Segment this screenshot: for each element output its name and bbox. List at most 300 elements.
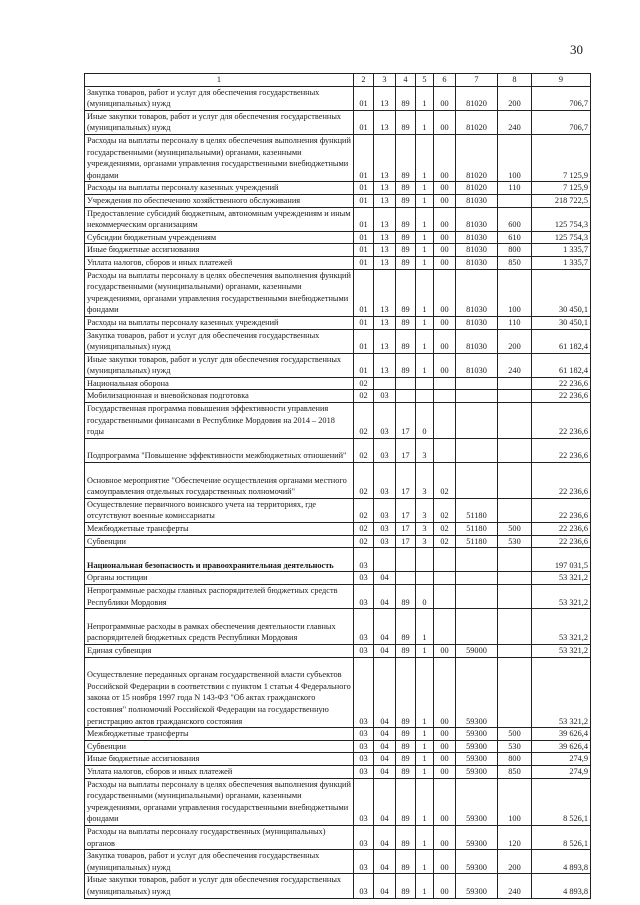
- expense-type-cell: [498, 194, 532, 207]
- target-article-cell: [456, 548, 498, 572]
- target-article-cell: [456, 377, 498, 390]
- subprogram-code-cell: 1: [416, 182, 434, 195]
- table-row: [85, 585, 591, 609]
- expense-type-cell: 530: [498, 535, 532, 548]
- expense-type-cell: [498, 585, 532, 609]
- section-code-cell: 02: [354, 463, 374, 499]
- column-header: 3: [374, 74, 396, 87]
- amount-cell: 53 321,2: [532, 585, 591, 609]
- activity-code-cell: 00: [434, 182, 456, 195]
- activity-code-cell: [434, 403, 456, 439]
- section-code-cell: 03: [354, 548, 374, 572]
- program-code-cell: 17: [396, 438, 416, 462]
- amount-cell: 8 526,1: [532, 825, 591, 849]
- column-header: 7: [456, 74, 498, 87]
- target-article-cell: 81030: [456, 353, 498, 377]
- subsection-code-cell: 13: [374, 182, 396, 195]
- expense-type-cell: 800: [498, 753, 532, 766]
- expense-type-cell: [498, 548, 532, 572]
- budget-table: [84, 73, 591, 899]
- amount-cell: 7 125,9: [532, 182, 591, 195]
- target-article-cell: [456, 585, 498, 609]
- subprogram-code-cell: 1: [416, 728, 434, 741]
- row-name-cell: Непрограммные расходы в рамках обеспечения деятельности главных распорядителей бюджетных средств Республики Мордовия: [85, 609, 354, 645]
- target-article-cell: 81030: [456, 316, 498, 329]
- table-row: [85, 644, 591, 657]
- subsection-code-cell: 03: [374, 498, 396, 522]
- section-code-cell: 03: [354, 728, 374, 741]
- expense-type-cell: 120: [498, 825, 532, 849]
- table-row: [85, 765, 591, 778]
- amount-cell: 4 893,8: [532, 874, 591, 898]
- target-article-cell: 59300: [456, 657, 498, 728]
- target-article-cell: 59300: [456, 765, 498, 778]
- expense-type-cell: 850: [498, 256, 532, 269]
- target-article-cell: 81020: [456, 182, 498, 195]
- program-code-cell: 89: [396, 244, 416, 257]
- subsection-code-cell: 03: [374, 390, 396, 403]
- row-name-cell: Межбюджетные трансферты: [85, 728, 354, 741]
- subprogram-code-cell: 1: [416, 86, 434, 110]
- activity-code-cell: 00: [434, 244, 456, 257]
- amount-cell: 22 236,6: [532, 438, 591, 462]
- program-code-cell: 89: [396, 269, 416, 316]
- subprogram-code-cell: 1: [416, 207, 434, 231]
- subprogram-code-cell: 1: [416, 609, 434, 645]
- section-code-cell: 01: [354, 182, 374, 195]
- subsection-code-cell: 13: [374, 207, 396, 231]
- amount-cell: 22 236,6: [532, 498, 591, 522]
- subprogram-code-cell: 3: [416, 498, 434, 522]
- amount-cell: 4 893,8: [532, 850, 591, 874]
- column-header: 4: [396, 74, 416, 87]
- amount-cell: 125 754,3: [532, 207, 591, 231]
- expense-type-cell: 240: [498, 110, 532, 134]
- header-row: [85, 74, 591, 87]
- target-article-cell: 81030: [456, 194, 498, 207]
- target-article-cell: 59300: [456, 874, 498, 898]
- section-code-cell: 01: [354, 256, 374, 269]
- subprogram-code-cell: 1: [416, 753, 434, 766]
- row-name-cell: Иные закупки товаров, работ и услуг для обеспечения государственных (муниципальных) нужд: [85, 874, 354, 898]
- subprogram-code-cell: 1: [416, 134, 434, 181]
- activity-code-cell: 00: [434, 353, 456, 377]
- section-code-cell: 03: [354, 609, 374, 645]
- table-row: [85, 548, 591, 572]
- amount-cell: 22 236,6: [532, 403, 591, 439]
- program-code-cell: 89: [396, 256, 416, 269]
- amount-cell: 706,7: [532, 86, 591, 110]
- activity-code-cell: 00: [434, 194, 456, 207]
- amount-cell: 22 236,6: [532, 377, 591, 390]
- section-code-cell: 03: [354, 825, 374, 849]
- table-row: [85, 403, 591, 439]
- amount-cell: 1 335,7: [532, 244, 591, 257]
- table-row: [85, 463, 591, 499]
- expense-type-cell: 110: [498, 182, 532, 195]
- subprogram-code-cell: 1: [416, 269, 434, 316]
- amount-cell: 39 626,4: [532, 728, 591, 741]
- program-code-cell: 89: [396, 753, 416, 766]
- activity-code-cell: [434, 609, 456, 645]
- table-row: [85, 194, 591, 207]
- expense-type-cell: 240: [498, 353, 532, 377]
- activity-code-cell: [434, 548, 456, 572]
- section-code-cell: 01: [354, 269, 374, 316]
- program-code-cell: 89: [396, 86, 416, 110]
- table-row: [85, 316, 591, 329]
- target-article-cell: 59000: [456, 644, 498, 657]
- program-code-cell: 17: [396, 463, 416, 499]
- subsection-code-cell: 13: [374, 256, 396, 269]
- expense-type-cell: [498, 657, 532, 728]
- column-header: 6: [434, 74, 456, 87]
- table-row: [85, 572, 591, 585]
- section-code-cell: 03: [354, 778, 374, 825]
- activity-code-cell: 00: [434, 231, 456, 244]
- section-code-cell: 02: [354, 498, 374, 522]
- target-article-cell: 81020: [456, 86, 498, 110]
- target-article-cell: 81030: [456, 231, 498, 244]
- subsection-code-cell: 13: [374, 86, 396, 110]
- expense-type-cell: 600: [498, 207, 532, 231]
- activity-code-cell: [434, 390, 456, 403]
- subsection-code-cell: [374, 548, 396, 572]
- expense-type-cell: [498, 377, 532, 390]
- target-article-cell: 51180: [456, 523, 498, 536]
- section-code-cell: 02: [354, 523, 374, 536]
- program-code-cell: 89: [396, 644, 416, 657]
- table-row: [85, 778, 591, 825]
- program-code-cell: 17: [396, 523, 416, 536]
- amount-cell: 30 450,1: [532, 269, 591, 316]
- amount-cell: 30 450,1: [532, 316, 591, 329]
- activity-code-cell: 02: [434, 523, 456, 536]
- section-code-cell: 02: [354, 535, 374, 548]
- activity-code-cell: 00: [434, 765, 456, 778]
- table-row: [85, 753, 591, 766]
- subprogram-code-cell: 1: [416, 256, 434, 269]
- subsection-code-cell: 13: [374, 353, 396, 377]
- target-article-cell: 51180: [456, 498, 498, 522]
- program-code-cell: 89: [396, 194, 416, 207]
- row-name-cell: Непрограммные расходы главных распорядителей бюджетных средств Республики Мордовия: [85, 585, 354, 609]
- activity-code-cell: 00: [434, 110, 456, 134]
- row-name-cell: Иные закупки товаров, работ и услуг для обеспечения государственных (муниципальных) нужд: [85, 110, 354, 134]
- table-row: [85, 244, 591, 257]
- target-article-cell: 81030: [456, 256, 498, 269]
- program-code-cell: 89: [396, 207, 416, 231]
- amount-cell: 53 321,2: [532, 644, 591, 657]
- subsection-code-cell: 13: [374, 134, 396, 181]
- table-row: [85, 850, 591, 874]
- activity-code-cell: 00: [434, 753, 456, 766]
- section-code-cell: 03: [354, 753, 374, 766]
- section-code-cell: 02: [354, 403, 374, 439]
- section-code-cell: 01: [354, 244, 374, 257]
- subprogram-code-cell: 0: [416, 403, 434, 439]
- activity-code-cell: [434, 377, 456, 390]
- subprogram-code-cell: 1: [416, 316, 434, 329]
- program-code-cell: 89: [396, 329, 416, 353]
- activity-code-cell: 00: [434, 644, 456, 657]
- row-name-cell: Учреждения по обеспечению хозяйственного обслуживания: [85, 194, 354, 207]
- table-row: [85, 182, 591, 195]
- expense-type-cell: 110: [498, 316, 532, 329]
- program-code-cell: 89: [396, 874, 416, 898]
- amount-cell: 218 722,5: [532, 194, 591, 207]
- expense-type-cell: 500: [498, 728, 532, 741]
- program-code-cell: [396, 548, 416, 572]
- row-name-cell: Мобилизационная и вневойсковая подготовка: [85, 390, 354, 403]
- activity-code-cell: 00: [434, 256, 456, 269]
- target-article-cell: 81030: [456, 329, 498, 353]
- program-code-cell: 89: [396, 182, 416, 195]
- row-name-cell: Основное мероприятие "Обеспечение осуществления органами местного самоуправления отдельных государственных полномочий": [85, 463, 354, 499]
- target-article-cell: [456, 572, 498, 585]
- amount-cell: 274,9: [532, 765, 591, 778]
- section-code-cell: 02: [354, 377, 374, 390]
- subsection-code-cell: [374, 377, 396, 390]
- row-name-cell: Иные бюджетные ассигнования: [85, 244, 354, 257]
- row-name-cell: Единая субвенция: [85, 644, 354, 657]
- activity-code-cell: 00: [434, 825, 456, 849]
- section-code-cell: 03: [354, 765, 374, 778]
- subprogram-code-cell: 3: [416, 463, 434, 499]
- expense-type-cell: [498, 572, 532, 585]
- expense-type-cell: [498, 463, 532, 499]
- table-row: [85, 86, 591, 110]
- activity-code-cell: 00: [434, 269, 456, 316]
- table-row: [85, 390, 591, 403]
- subsection-code-cell: 03: [374, 535, 396, 548]
- row-name-cell: Уплата налогов, сборов и иных платежей: [85, 765, 354, 778]
- row-name-cell: Уплата налогов, сборов и иных платежей: [85, 256, 354, 269]
- expense-type-cell: [498, 438, 532, 462]
- target-article-cell: 81030: [456, 269, 498, 316]
- subprogram-code-cell: 1: [416, 329, 434, 353]
- subsection-code-cell: 04: [374, 778, 396, 825]
- expense-type-cell: [498, 498, 532, 522]
- activity-code-cell: 00: [434, 207, 456, 231]
- target-article-cell: [456, 609, 498, 645]
- section-code-cell: 01: [354, 353, 374, 377]
- row-name-cell: Государственная программа повышения эффективности управления государственными финансами в Республике Мордовия на 2014 – 2018 годы: [85, 403, 354, 439]
- amount-cell: 53 321,2: [532, 609, 591, 645]
- amount-cell: 125 754,3: [532, 231, 591, 244]
- row-name-cell: Расходы на выплаты персоналу в целях обеспечения выполнения функций государственными (муниципальными) органами, казенными учреждениями, органами управления государственными внебюджетными фондами: [85, 778, 354, 825]
- program-code-cell: 89: [396, 740, 416, 753]
- row-name-cell: Закупка товаров, работ и услуг для обеспечения государственных (муниципальных) нужд: [85, 329, 354, 353]
- subsection-code-cell: 13: [374, 329, 396, 353]
- section-code-cell: 02: [354, 390, 374, 403]
- expense-type-cell: [498, 403, 532, 439]
- expense-type-cell: 200: [498, 86, 532, 110]
- activity-code-cell: 02: [434, 498, 456, 522]
- table-row: [85, 207, 591, 231]
- row-name-cell: Расходы на выплаты персоналу казенных учреждений: [85, 182, 354, 195]
- subsection-code-cell: 04: [374, 609, 396, 645]
- activity-code-cell: 02: [434, 463, 456, 499]
- subprogram-code-cell: 1: [416, 231, 434, 244]
- program-code-cell: 89: [396, 850, 416, 874]
- amount-cell: 22 236,6: [532, 535, 591, 548]
- activity-code-cell: 00: [434, 316, 456, 329]
- section-code-cell: 03: [354, 657, 374, 728]
- subprogram-code-cell: 1: [416, 194, 434, 207]
- subprogram-code-cell: 0: [416, 585, 434, 609]
- target-article-cell: [456, 463, 498, 499]
- row-name-cell: Расходы на выплаты персоналу в целях обеспечения выполнения функций государственными (муниципальными) органами, казенными учреждениями, органами управления государственными внебюджетными фондами: [85, 134, 354, 181]
- target-article-cell: 81020: [456, 110, 498, 134]
- program-code-cell: 89: [396, 585, 416, 609]
- expense-type-cell: 100: [498, 134, 532, 181]
- subsection-code-cell: 03: [374, 523, 396, 536]
- activity-code-cell: 00: [434, 728, 456, 741]
- section-code-cell: 03: [354, 850, 374, 874]
- section-code-cell: 03: [354, 572, 374, 585]
- amount-cell: 1 335,7: [532, 256, 591, 269]
- table-row: [85, 609, 591, 645]
- subsection-code-cell: 13: [374, 244, 396, 257]
- activity-code-cell: 00: [434, 850, 456, 874]
- row-name-cell: Субсидии бюджетным учреждениям: [85, 231, 354, 244]
- expense-type-cell: [498, 390, 532, 403]
- expense-type-cell: 200: [498, 850, 532, 874]
- target-article-cell: 59300: [456, 850, 498, 874]
- subsection-code-cell: 04: [374, 765, 396, 778]
- section-code-cell: 03: [354, 585, 374, 609]
- program-code-cell: 89: [396, 657, 416, 728]
- row-name-cell: Подпрограмма "Повышение эффективности межбюджетных отношений": [85, 438, 354, 462]
- table-row: [85, 377, 591, 390]
- activity-code-cell: 00: [434, 134, 456, 181]
- page-number: 30: [570, 42, 583, 57]
- subsection-code-cell: 04: [374, 657, 396, 728]
- program-code-cell: 89: [396, 609, 416, 645]
- row-name-cell: Осуществление переданных органам государственной власти субъектов Российской Федерации в соответствии с пунктом 1 статьи 4 Федерального закона от 15 ноября 1997 года N 143-ФЗ "Об актах гражданского состояния" полномочий Российской Федерации на государственную регистрацию актов гражданского состояния: [85, 657, 354, 728]
- program-code-cell: 89: [396, 231, 416, 244]
- expense-type-cell: 100: [498, 778, 532, 825]
- row-name-cell: Закупка товаров, работ и услуг для обеспечения государственных (муниципальных) нужд: [85, 86, 354, 110]
- section-code-cell: 01: [354, 110, 374, 134]
- amount-cell: 61 182,4: [532, 329, 591, 353]
- target-article-cell: 81020: [456, 134, 498, 181]
- section-code-cell: 03: [354, 740, 374, 753]
- subsection-code-cell: 04: [374, 825, 396, 849]
- section-code-cell: 03: [354, 874, 374, 898]
- program-code-cell: 89: [396, 728, 416, 741]
- table-row: [85, 353, 591, 377]
- column-header: 9: [532, 74, 591, 87]
- row-name-cell: Расходы на выплаты персоналу казенных учреждений: [85, 316, 354, 329]
- program-code-cell: [396, 377, 416, 390]
- row-name-cell: Национальная безопасность и правоохранительная деятельность: [85, 548, 354, 572]
- row-name-cell: Расходы на выплаты персоналу в целях обеспечения выполнения функций государственными (муниципальными) органами, казенными учреждениями, органами управления государственными внебюджетными фондами: [85, 269, 354, 316]
- program-code-cell: 89: [396, 825, 416, 849]
- section-code-cell: 02: [354, 438, 374, 462]
- table-row: [85, 256, 591, 269]
- activity-code-cell: [434, 585, 456, 609]
- target-article-cell: 59300: [456, 728, 498, 741]
- target-article-cell: 51180: [456, 535, 498, 548]
- amount-cell: 22 236,6: [532, 523, 591, 536]
- table-row: [85, 110, 591, 134]
- table-row: [85, 825, 591, 849]
- table-row: [85, 535, 591, 548]
- subprogram-code-cell: [416, 377, 434, 390]
- column-header: 2: [354, 74, 374, 87]
- table-row: [85, 874, 591, 898]
- row-name-cell: Субвенции: [85, 535, 354, 548]
- program-code-cell: 17: [396, 535, 416, 548]
- program-code-cell: 89: [396, 778, 416, 825]
- subsection-code-cell: 04: [374, 753, 396, 766]
- activity-code-cell: 00: [434, 740, 456, 753]
- subprogram-code-cell: 1: [416, 110, 434, 134]
- amount-cell: 53 321,2: [532, 572, 591, 585]
- row-name-cell: Органы юстиции: [85, 572, 354, 585]
- program-code-cell: 89: [396, 316, 416, 329]
- expense-type-cell: 240: [498, 874, 532, 898]
- section-code-cell: 01: [354, 231, 374, 244]
- table-row: [85, 134, 591, 181]
- row-name-cell: Межбюджетные трансферты: [85, 523, 354, 536]
- subsection-code-cell: 13: [374, 194, 396, 207]
- table-row: [85, 740, 591, 753]
- subprogram-code-cell: [416, 390, 434, 403]
- subsection-code-cell: 03: [374, 403, 396, 439]
- activity-code-cell: 00: [434, 778, 456, 825]
- subprogram-code-cell: 1: [416, 778, 434, 825]
- section-code-cell: 01: [354, 316, 374, 329]
- subprogram-code-cell: 1: [416, 874, 434, 898]
- table-row: [85, 329, 591, 353]
- row-name-cell: Предоставление субсидий бюджетным, автономным учреждениям и иным некоммерческим организациям: [85, 207, 354, 231]
- activity-code-cell: [434, 438, 456, 462]
- row-name-cell: Осуществление первичного воинского учета на территориях, где отсутствуют военные комиссариаты: [85, 498, 354, 522]
- table-row: [85, 498, 591, 522]
- amount-cell: 61 182,4: [532, 353, 591, 377]
- subprogram-code-cell: 1: [416, 657, 434, 728]
- expense-type-cell: 500: [498, 523, 532, 536]
- table-row: [85, 269, 591, 316]
- row-name-cell: Закупка товаров, работ и услуг для обеспечения государственных (муниципальных) нужд: [85, 850, 354, 874]
- expense-type-cell: 100: [498, 269, 532, 316]
- target-article-cell: 59300: [456, 825, 498, 849]
- target-article-cell: [456, 390, 498, 403]
- section-code-cell: 01: [354, 194, 374, 207]
- subsection-code-cell: 04: [374, 740, 396, 753]
- subsection-code-cell: 13: [374, 110, 396, 134]
- subprogram-code-cell: 1: [416, 850, 434, 874]
- table-row: [85, 438, 591, 462]
- activity-code-cell: 00: [434, 86, 456, 110]
- row-name-cell: Расходы на выплаты персоналу государственных (муниципальных) органов: [85, 825, 354, 849]
- expense-type-cell: [498, 609, 532, 645]
- target-article-cell: 81030: [456, 244, 498, 257]
- amount-cell: 22 236,6: [532, 390, 591, 403]
- table-row: [85, 523, 591, 536]
- subsection-code-cell: 13: [374, 316, 396, 329]
- subprogram-code-cell: [416, 572, 434, 585]
- expense-type-cell: 530: [498, 740, 532, 753]
- subsection-code-cell: 03: [374, 463, 396, 499]
- subprogram-code-cell: 1: [416, 353, 434, 377]
- amount-cell: 39 626,4: [532, 740, 591, 753]
- subsection-code-cell: 04: [374, 644, 396, 657]
- expense-type-cell: 850: [498, 765, 532, 778]
